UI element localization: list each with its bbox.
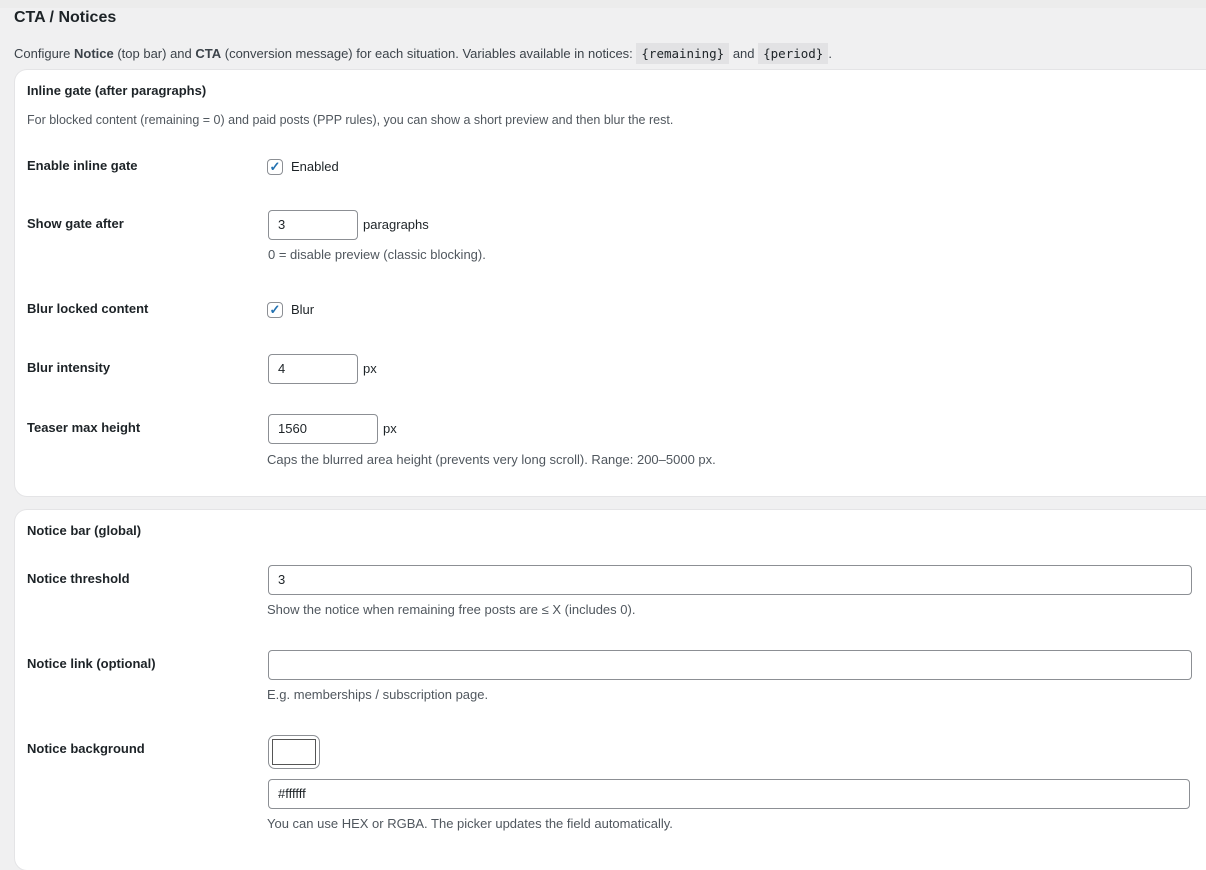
notice-background-label: Notice background	[27, 741, 145, 756]
notice-threshold-input[interactable]: 3	[268, 565, 1192, 595]
notice-link-input[interactable]	[268, 650, 1192, 680]
variable-remaining: {remaining}	[636, 43, 729, 64]
desc-bold-cta: CTA	[195, 46, 222, 61]
notice-link-label: Notice link (optional)	[27, 656, 156, 671]
inline-gate-card	[15, 70, 1206, 496]
teaser-max-height-hint: Caps the blurred area height (prevents very long scroll). Range: 200–5000 px.	[267, 452, 716, 467]
desc-text: .	[828, 46, 832, 61]
desc-text: and	[729, 46, 759, 61]
notice-threshold-label: Notice threshold	[27, 571, 130, 586]
blur-option: Blur	[291, 302, 315, 317]
variable-period: {period}	[758, 43, 828, 64]
teaser-max-height-input[interactable]: 1560	[268, 414, 378, 444]
top-band	[0, 0, 1206, 8]
desc-text: Configure	[14, 46, 74, 61]
show-gate-after-input[interactable]: 3	[268, 210, 358, 240]
blur-intensity-input[interactable]: 4	[268, 354, 358, 384]
section-heading: Inline gate (after paragraphs)	[27, 83, 207, 98]
page-title: CTA / Notices	[14, 9, 117, 26]
notice-background-hint: You can use HEX or RGBA. The picker updates the field automatically.	[267, 816, 673, 831]
desc-bold-notice: Notice	[73, 46, 114, 61]
px-unit: px	[383, 421, 397, 436]
section-intro: For blocked content (remaining = 0) and paid posts (PPP rules), you can show a short preview and then blur the rest.	[27, 113, 674, 127]
enable-inline-gate-checkbox[interactable]: ✓	[267, 159, 283, 175]
notice-link-hint: E.g. memberships / subscription page.	[267, 687, 489, 702]
blur-checkbox[interactable]: ✓	[267, 302, 283, 318]
show-gate-after-hint: 0 = disable preview (classic blocking).	[268, 247, 486, 262]
enable-inline-gate-label: Enable inline gate	[27, 158, 138, 173]
enable-inline-gate-option: Enabled	[291, 159, 339, 174]
desc-text: (top bar) and	[113, 46, 196, 61]
paragraphs-unit: paragraphs	[363, 217, 429, 232]
section-heading: Notice bar (global)	[27, 523, 142, 538]
show-gate-after-label: Show gate after	[27, 216, 124, 231]
color-picker-swatch[interactable]	[268, 735, 320, 769]
px-unit: px	[363, 361, 377, 376]
color-swatch-fill	[272, 739, 316, 765]
blur-locked-label: Blur locked content	[27, 301, 149, 316]
notice-background-input[interactable]: #ffffff	[268, 779, 1190, 809]
blur-intensity-label: Blur intensity	[27, 360, 111, 375]
teaser-max-height-label: Teaser max height	[27, 420, 141, 435]
page-description	[14, 46, 832, 61]
notice-threshold-hint: Show the notice when remaining free posts are ≤ X (includes 0).	[267, 602, 636, 617]
desc-text: (conversion message) for each situation. Variables available in notices:	[221, 46, 637, 61]
